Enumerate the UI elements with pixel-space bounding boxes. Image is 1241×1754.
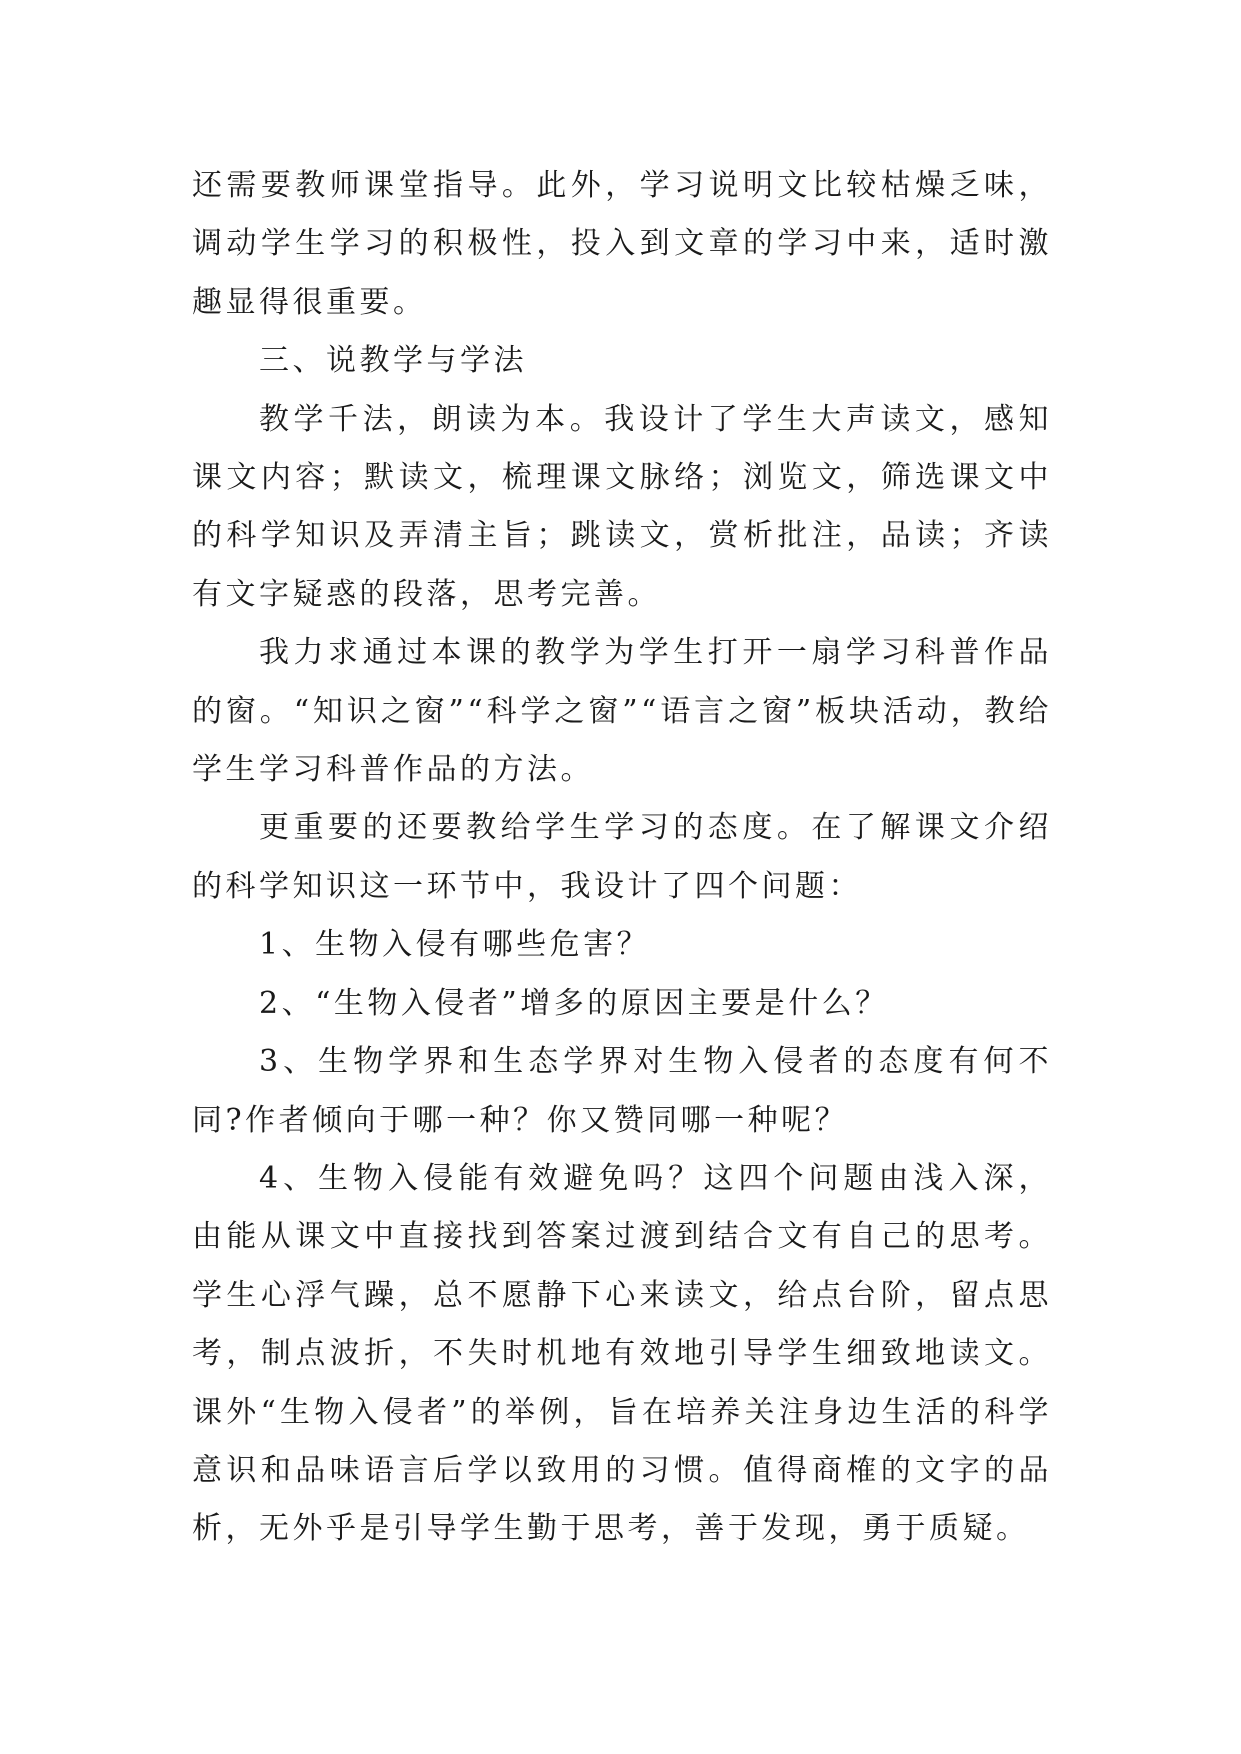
question-1: 1、生物入侵有哪些危害？ (259, 927, 651, 963)
paragraph-teaching-method: 教学千法，朗读为本。我设计了学生大声读文，感知课文内容；默读文，梳理课文脉络；浏览文，筛选课文中的科学知识及弄清主旨；跳读文，赏析批注，品读；齐读有文字疑惑的段落，思考完善。 (192, 401, 1052, 612)
question-3: 3、生物学界和生态学界对生物入侵者的态度有何不同?作者倾向于哪一种？你又赞同哪一种呢？ (192, 1044, 1052, 1138)
paragraph-attitude: 更重要的还要教给学生学习的态度。在了解课文介绍的科学知识这一环节中，我设计了四个问题： (192, 810, 1052, 904)
question-4: 4、生物入侵能有效避免吗？这四个问题由浅入深，由能从课文中直接找到答案过渡到结合文有自己的思考。学生心浮气躁，总不愿静下心来读文，给点台阶，留点思考，制点波折，不失时机地有效地引导学生细致地读文。课外“生物入侵者”的举例，旨在培养关注身边生活的科学意识和品味语言后学以致用的习惯。值得商榷的文字的品析，无外乎是引导学生勤于思考，善于发现，勇于质疑。 (192, 1160, 1052, 1547)
paragraph-window: 我力求通过本课的教学为学生打开一扇学习科普作品的窗。“知识之窗”“科学之窗”“语言之窗”板块活动，教给学生学习科普作品的方法。 (192, 635, 1052, 788)
section-heading: 三、说教学与学法 (259, 343, 527, 379)
question-2: 2、“生物入侵者”增多的原因主要是什么？ (259, 985, 889, 1021)
document-page (192, 157, 1052, 1559)
paragraph-continuation: 还需要教师课堂指导。此外，学习说明文比较枯燥乏味，调动学生学习的积极性，投入到文章的学习中来，适时激趣显得很重要。 (192, 168, 1052, 320)
